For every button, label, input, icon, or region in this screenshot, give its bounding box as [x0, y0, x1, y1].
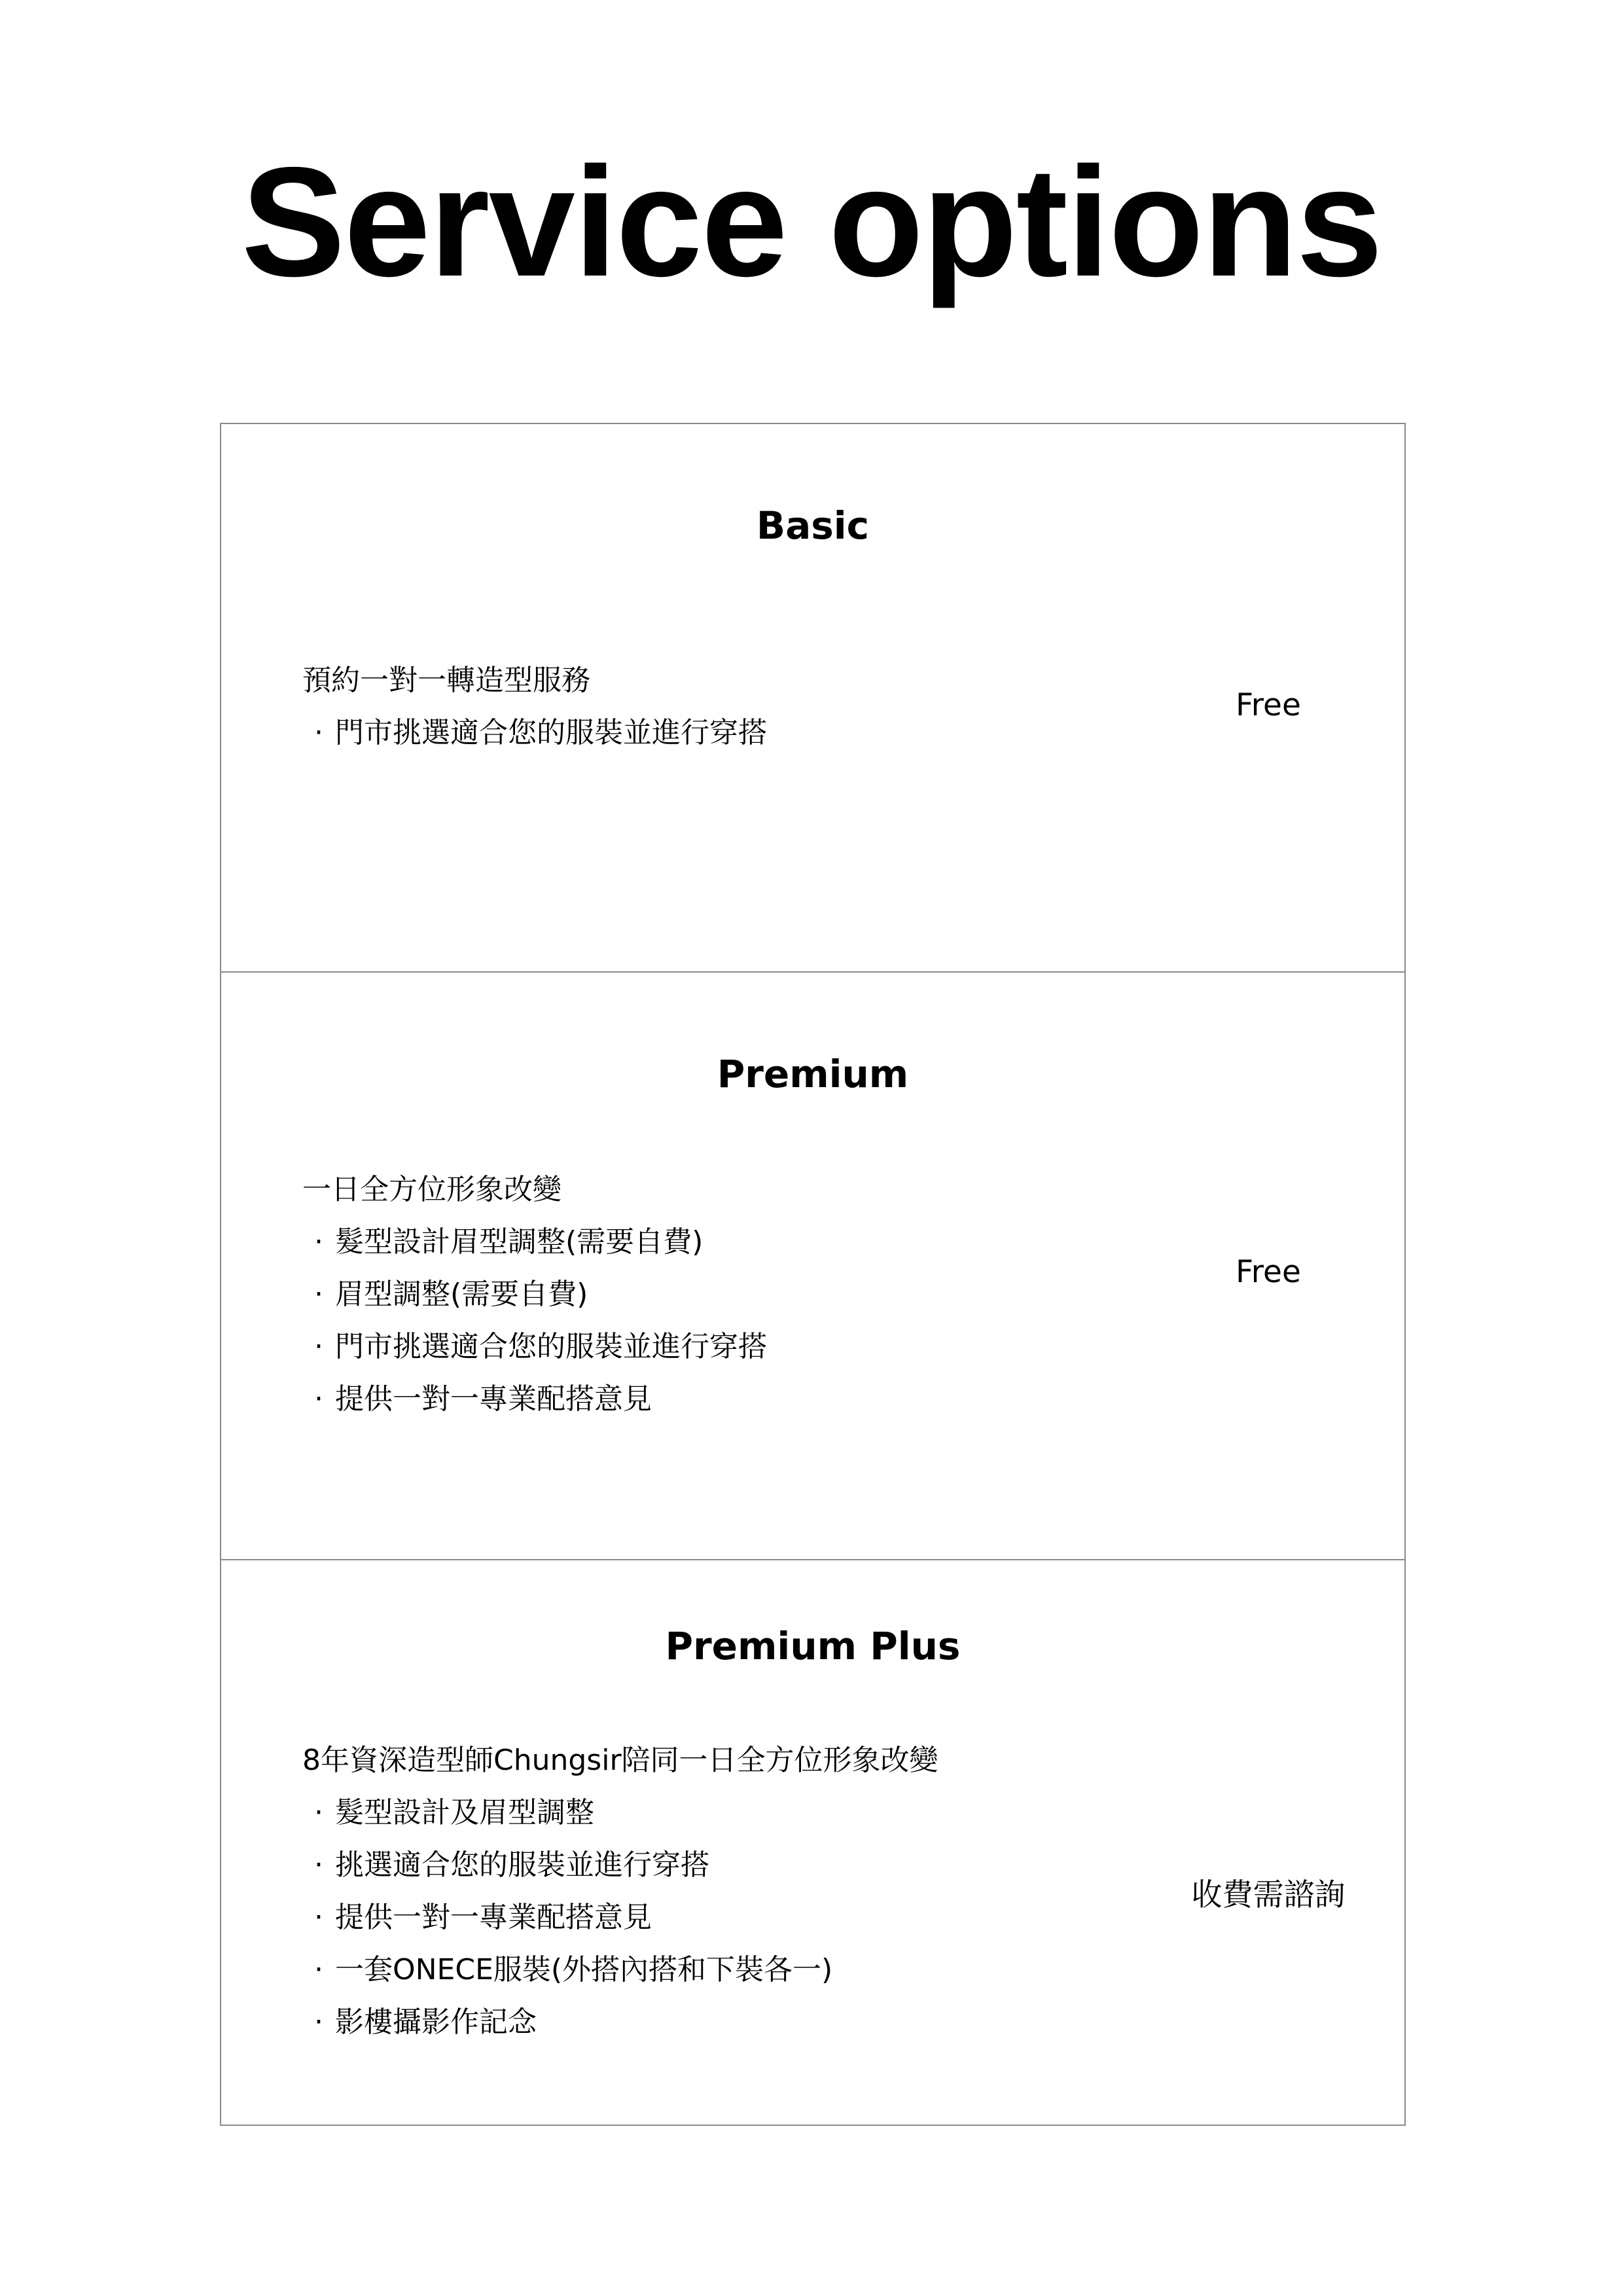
bullet: · — [314, 1382, 323, 1416]
feature-text: 影樓攝影作記念 — [335, 2005, 537, 2039]
feature-text: 門市挑選適合您的服裝並進行穿搭 — [335, 1330, 767, 1363]
feature-text: 提供一對一專業配搭意見 — [335, 1382, 652, 1416]
bullet: · — [314, 1278, 323, 1311]
tier-name: Basic — [756, 503, 870, 548]
feature-text: 門市挑選適合您的服裝並進行穿搭 — [335, 716, 767, 749]
feature-heading: 預約一對一轉造型服務 — [302, 664, 590, 697]
bullet: · — [314, 2005, 323, 2039]
list-item — [302, 707, 1153, 759]
bullet: · — [314, 1796, 323, 1829]
feature-text: 髮型設計及眉型調整 — [335, 1796, 594, 1829]
feature-block — [302, 655, 1153, 759]
list-item — [302, 1787, 1153, 1839]
list-item — [302, 1892, 1153, 1944]
price-label: Free — [1236, 687, 1301, 723]
list-item — [302, 1321, 1153, 1373]
feature-heading: 一日全方位形象改變 — [302, 1173, 562, 1206]
tier-name: Premium — [717, 1052, 909, 1096]
tier-row-premium-plus — [221, 1560, 1404, 2125]
feature-text: 眉型調整(需要自費) — [335, 1278, 588, 1311]
tier-name: Premium Plus — [665, 1624, 961, 1668]
bullet: · — [314, 1901, 323, 1934]
feature-block — [302, 1734, 1153, 2049]
tier-row-premium — [221, 973, 1404, 1560]
feature-block — [302, 1164, 1153, 1426]
bullet: · — [314, 716, 323, 749]
bullet: · — [314, 1225, 323, 1259]
bullet: · — [314, 1953, 323, 1986]
bullet: · — [314, 1848, 323, 1882]
bullet: · — [314, 1330, 323, 1363]
feature-list — [302, 1216, 1153, 1426]
price-label: Free — [1236, 1254, 1301, 1290]
feature-list — [302, 707, 1153, 759]
list-item — [302, 1373, 1153, 1426]
feature-text: 一套ONECE服裝(外搭內搭和下裝各一) — [335, 1953, 833, 1986]
list-item — [302, 1216, 1153, 1268]
list-item — [302, 1944, 1153, 1996]
feature-list — [302, 1787, 1153, 2049]
tier-row-basic — [221, 424, 1404, 973]
list-item — [302, 1839, 1153, 1892]
feature-text: 髮型設計眉型調整(需要自費) — [335, 1225, 704, 1259]
service-options-table — [220, 423, 1406, 2126]
page-title: Service options — [241, 135, 1382, 309]
price-label: 收費需諮詢 — [1191, 1877, 1346, 1913]
list-item — [302, 1268, 1153, 1321]
feature-heading: 8年資深造型師Chungsir陪同一日全方位形象改變 — [302, 1744, 938, 1777]
feature-text: 挑選適合您的服裝並進行穿搭 — [335, 1848, 709, 1882]
feature-text: 提供一對一專業配搭意見 — [335, 1901, 652, 1934]
list-item — [302, 1996, 1153, 2049]
